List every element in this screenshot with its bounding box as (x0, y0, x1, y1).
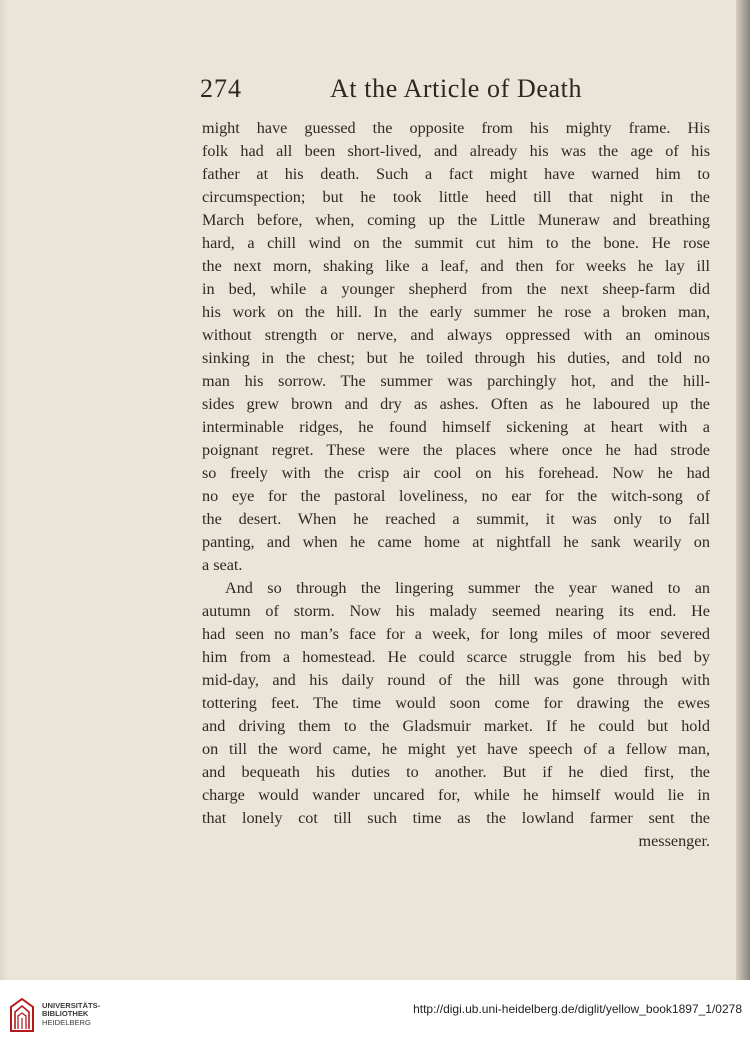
text-line: that lonely cot till such time as the lowland farmer sent the (202, 809, 710, 827)
page-edge-shadow (736, 0, 750, 980)
text-line: messenger. (638, 832, 710, 850)
text-line: had seen no man’s face for a week, for long miles of moor severed (202, 625, 710, 643)
page-gutter-shadow (0, 0, 8, 980)
logo-line-2: BIBLIOTHEK (42, 1009, 89, 1019)
text-line: interminable ridges, he found himself sickening at heart with a (202, 418, 710, 436)
text-line: March before, when, coming up the Little Muneraw and breathing (202, 211, 710, 229)
text-line: sides grew brown and dry as ashes. Often as he laboured up the (202, 395, 710, 413)
text-line: and driving them to the Gladsmuir market. If he could but hold (202, 717, 710, 735)
text-line: And so through the lingering summer the year waned to an (225, 579, 710, 597)
text-line: circumspection; but he took little heed till that night in the (202, 188, 710, 206)
text-line: man his sorrow. The summer was parchingly hot, and the hill- (202, 372, 710, 390)
text-line: his work on the hill. In the early summer he rose a broken man, (202, 303, 710, 321)
text-line: him from a homestead. He could scarce struggle from his bed by (202, 648, 710, 666)
text-line: mid-day, and his daily round of the hill was gone through with (202, 671, 710, 689)
text-line: no eye for the pastoral loveliness, no ear for the witch-song of (202, 487, 710, 505)
text-line: might have guessed the opposite from his mighty frame. His (202, 119, 710, 137)
page-number: 274 (200, 74, 242, 103)
text-line: father at his death. Such a fact might have warned him to (202, 165, 710, 183)
text-line: tottering feet. The time would soon come for drawing the ewes (202, 694, 710, 712)
text-line: folk had all been short-lived, and already his was the age of his (202, 142, 710, 160)
library-logo-icon (9, 998, 35, 1032)
text-line: autumn of storm. Now his malady seemed nearing its end. He (202, 602, 710, 620)
text-line: hard, a chill wind on the summit cut him to the bone. He rose (202, 234, 710, 252)
text-line: in bed, while a younger shepherd from the next sheep-farm did (202, 280, 710, 298)
text-line: the desert. When he reached a summit, it was only to fall (202, 510, 710, 528)
text-line: poignant regret. These were the places where once he had strode (202, 441, 710, 459)
library-logo-text (42, 1002, 100, 1027)
text-line: and bequeath his duties to another. But if he died first, the (202, 763, 710, 781)
text-line: sinking in the chest; but he toiled through his duties, and told no (202, 349, 710, 367)
text-line: a seat. (202, 556, 243, 574)
text-line: without strength or nerve, and always oppressed with an ominous (202, 326, 710, 344)
permalink-url[interactable]: http://digi.ub.uni-heidelberg.de/diglit/yellow_book1897_1/0278 (413, 1002, 742, 1016)
logo-line-3: HEIDELBERG (42, 1017, 91, 1027)
text-line: so freely with the crisp air cool on his forehead. Now he had (202, 464, 710, 482)
text-line: the next morn, shaking like a leaf, and then for weeks he lay ill (202, 257, 710, 275)
logo-line-1: UNIVERSITÄTS- (42, 1001, 101, 1010)
digitization-footer (0, 980, 750, 1045)
running-head: At the Article of Death (330, 74, 583, 103)
text-line: on till the word came, he might yet have speech of a fellow man, (202, 740, 710, 758)
text-line: panting, and when he came home at nightfall he sank wearily on (202, 533, 710, 551)
text-line: charge would wander uncared for, while he himself would lie in (202, 786, 710, 804)
